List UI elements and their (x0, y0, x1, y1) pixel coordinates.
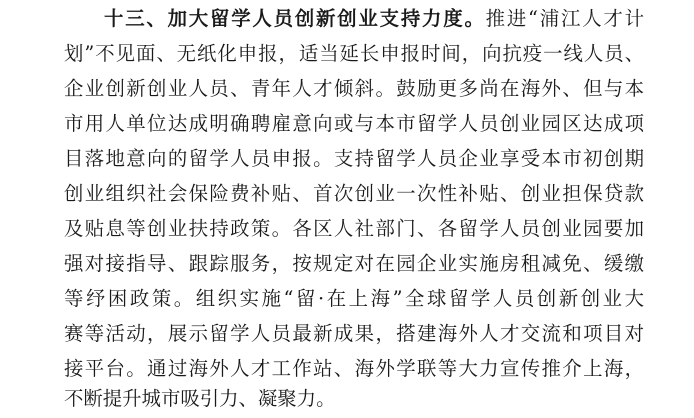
paragraph-line-11: 接平台。通过海外人才工作站、海外学联等大力宣传推介上海， (64, 357, 644, 380)
heading-continuation: 推进“浦江人才计 (485, 7, 644, 30)
paragraph-line-3: 企业创新创业人员、青年人才倾斜。鼓励更多尚在海外、但与本 (64, 77, 644, 100)
paragraph-line-4: 市用人单位达成明确聘雇意向或与本市留学人员创业园区达成项 (64, 112, 644, 135)
paragraph-line-2: 划”不见面、无纸化申报，适当延长申报时间，向抗疫一线人员、 (64, 42, 644, 65)
section-heading: 十三、加大留学人员创新创业支持力度。 (104, 7, 486, 30)
paragraph-line-1 (104, 0, 644, 38)
paragraph-line-12: 不断提升城市吸引力、凝聚力。 (64, 387, 336, 410)
paragraph-line-9: 等纾困政策。组织实施“留·在上海”全球留学人员创新创业大 (64, 287, 644, 310)
paragraph-line-8: 强对接指导、跟踪服务，按规定对在园企业实施房租减免、缓缴 (64, 252, 644, 275)
paragraph-line-6: 创业组织社会保险费补贴、首次创业一次性补贴、创业担保贷款 (64, 182, 644, 205)
paragraph-line-5: 目落地意向的留学人员申报。支持留学人员企业享受本市初创期 (64, 147, 644, 170)
paragraph-line-10: 赛等活动，展示留学人员最新成果，搭建海外人才交流和项目对 (64, 322, 644, 345)
paragraph-line-7: 及贴息等创业扶持政策。各区人社部门、各留学人员创业园要加 (64, 217, 644, 240)
